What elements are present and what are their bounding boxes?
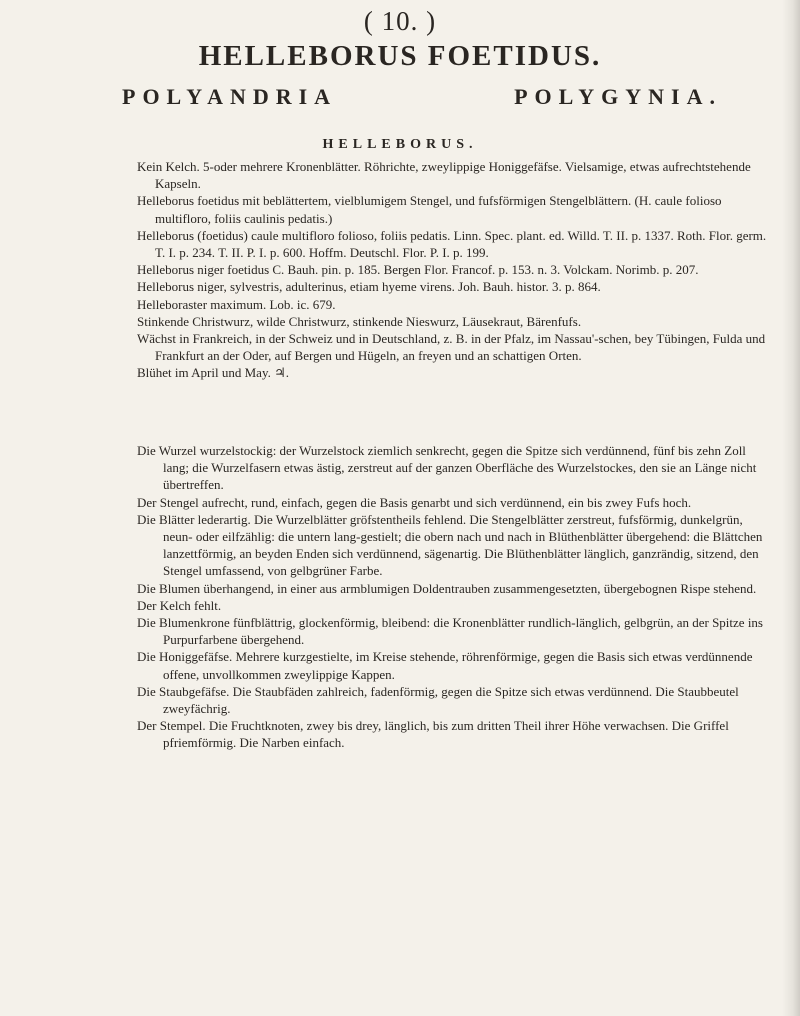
genus-heading: HELLEBORUS. xyxy=(322,137,478,152)
synonymy-section xyxy=(137,158,767,382)
synonym-bauhin: Helleborus niger foetidus C. Bauh. pin. p. 185. Bergen Flor. Francof. p. 153. n. 3. Volckam. Norimb. p. 207. xyxy=(137,262,699,278)
linnaean-class xyxy=(122,84,722,110)
page-edge-shadow xyxy=(782,0,800,1016)
genus-character: Kein Kelch. 5-oder mehrere Kronenblätter. Röhrichte, zweylippige Honiggefäfse. Vielsamige, etwas aufrechtstehende Kapseln. xyxy=(137,159,751,192)
desc-pistil: Der Stempel. Die Fruchtknoten, zwey bis drey, länglich, bis zum dritten Theil ihrer Höhe verwachsen. Die Griffel pfriemförmig. Die Narben einfach. xyxy=(137,718,729,751)
common-names: Stinkende Christwurz, wilde Christwurz, stinkende Nieswurz, Läusekraut, Bärenfufs. xyxy=(137,313,582,329)
class-word-polyandria: POLYANDRIA xyxy=(122,84,338,109)
page-title: HELLEBORUS FOETIDUS. xyxy=(198,40,602,72)
synonym-lobel: Helleboraster maximum. Lob. ic. 679. xyxy=(137,296,336,312)
habitat: Wächst in Frankreich, in der Schweiz und in Deutschland, z. B. in der Pfalz, im Nassau'-schen, bey Tübingen, Fulda und Frankfurt an der Oder, auf Bergen und Hügeln, an freyen und an schattigen Orten. xyxy=(137,331,766,364)
desc-flowers: Die Blumen überhangend, in einer aus armblumigen Doldentrauben zusammengesetzten, übergebognen Rispe stehend. xyxy=(137,580,757,596)
class-word-polygynia: POLYGYNIA. xyxy=(514,84,722,109)
desc-nectaries: Die Honiggefäfse. Mehrere kurzgestielte, im Kreise stehende, röhrenförmige, gegen die Basis sich etwas verdünnende offene, unvollkommen zweylippige Kappen. xyxy=(137,649,753,682)
description-section xyxy=(137,442,767,752)
desc-calyx: Der Kelch fehlt. xyxy=(137,597,222,613)
desc-stamens: Die Staubgefäfse. Die Staubfäden zahlreich, fadenförmig, gegen die Spitze sich etwas verdünnend. Die Staubbeutel zweyfächrig. xyxy=(137,683,739,717)
desc-leaves: Die Blätter lederartig. Die Wurzelblätter gröfstentheils fehlend. Die Stengelblätter zerstreut, fufsförmig, dunkelgrün, neun- oder eilfzählig: die untern lang-gestielt; die obern nach und nach in Blüthenblätter übergehend: die Blättchen lanzettförmig, an beyden Enden sich verdünnend, sägenartig. Die Blüthenblätter länglich, ganzrändig, sitzend, den Stengel umfassend, von gelbgrüner Farbe. xyxy=(137,511,763,579)
flowering-time: Blühet im April und May. ♃. xyxy=(137,365,290,381)
synonym-joh-bauhin: Helleborus niger, sylvestris, adulterinus, etiam hyeme virens. Joh. Bauh. histor. 3. p. 864. xyxy=(137,279,601,295)
synonym-linnaeus: Helleborus (foetidus) caule multifloro folioso, foliis pedatis. Linn. Spec. plant. ed. Willd. T. II. p. 1337. Roth. Flor. germ. T. I. p. 234. T. II. P. I. p. 600. Hoffm. Deutschl. Flor. P. I. p. 199. xyxy=(137,227,767,261)
page-number: ( 10. ) xyxy=(363,6,437,36)
species-diagnosis: Helleborus foetidus mit beblättertem, vielblumigem Stengel, und fufsförmigen Stengelblättern. (H. caule folioso multifloro, foliis caulinis pedatis.) xyxy=(137,193,722,226)
desc-root: Die Wurzel wurzelstockig: der Wurzelstock ziemlich senkrecht, gegen die Spitze sich verdünnend, fünf bis zehn Zoll lang; die Wurzelfasern etwas ästig, zerstreut auf der ganzen Oberfläche des Wurzelstockes, den sie an Länge nicht übertreffen. xyxy=(137,443,757,493)
desc-stem: Der Stengel aufrecht, rund, einfach, gegen die Basis genarbt und sich verdünnend, ein bis zwey Fufs hoch. xyxy=(137,494,692,510)
desc-corolla: Die Blumenkrone fünfblättrig, glockenförmig, bleibend: die Kronenblätter rundlich-länglich, gelbgrün, an der Spitze ins Purpurfarbene übergehend. xyxy=(137,615,763,648)
